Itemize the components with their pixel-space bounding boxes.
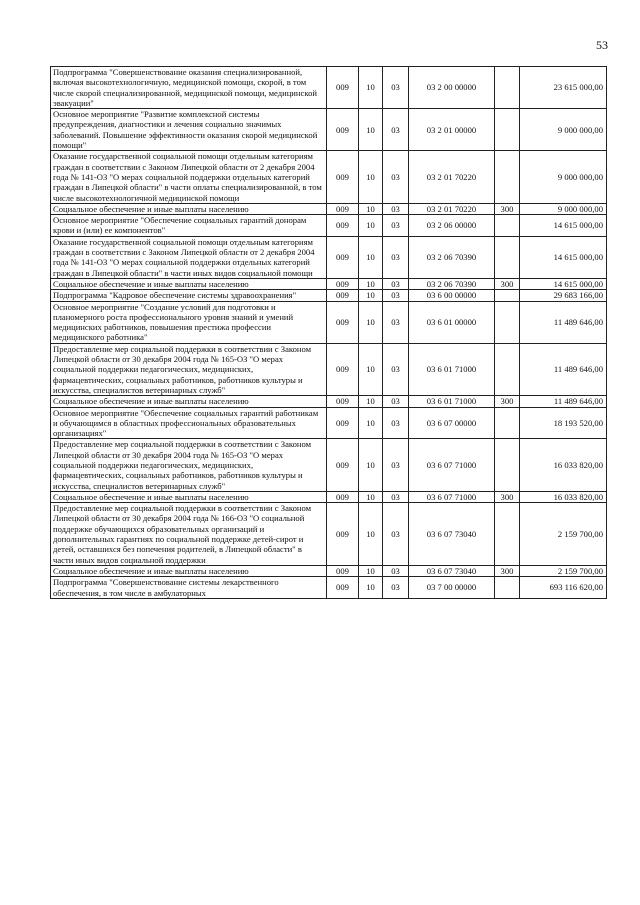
cell-ministry: 009 (327, 565, 359, 576)
cell-subsection: 03 (383, 236, 409, 278)
cell-name: Основное мероприятие "Обеспечение социальных гарантий донорам крови и (или) ее компонентов" (51, 215, 327, 237)
cell-expense-type: 300 (495, 203, 520, 214)
cell-name: Социальное обеспечение и иные выплаты населению (51, 396, 327, 407)
cell-target-article: 03 6 07 71000 (409, 491, 495, 502)
cell-ministry: 009 (327, 109, 359, 151)
cell-expense-type: 300 (495, 491, 520, 502)
cell-subsection: 03 (383, 503, 409, 566)
cell-expense-type: 300 (495, 278, 520, 289)
cell-amount: 16 033 820,00 (520, 491, 607, 502)
table-row (51, 301, 607, 343)
cell-expense-type (495, 577, 520, 599)
cell-subsection: 03 (383, 215, 409, 237)
cell-ministry: 009 (327, 67, 359, 109)
cell-subsection: 03 (383, 439, 409, 491)
cell-expense-type (495, 407, 520, 439)
cell-target-article: 03 2 01 00000 (409, 109, 495, 151)
cell-target-article: 03 6 01 71000 (409, 396, 495, 407)
cell-section: 10 (359, 491, 383, 502)
cell-target-article: 03 6 07 71000 (409, 439, 495, 491)
cell-section: 10 (359, 290, 383, 301)
cell-section: 10 (359, 151, 383, 203)
table-row (51, 503, 607, 566)
cell-target-article: 03 6 07 00000 (409, 407, 495, 439)
cell-expense-type (495, 290, 520, 301)
cell-amount: 23 615 000,00 (520, 67, 607, 109)
cell-ministry: 009 (327, 439, 359, 491)
table-row (51, 343, 607, 395)
cell-amount: 693 116 620,00 (520, 577, 607, 599)
table-row (51, 439, 607, 491)
cell-subsection: 03 (383, 151, 409, 203)
cell-target-article: 03 2 06 00000 (409, 215, 495, 237)
table-row (51, 407, 607, 439)
cell-section: 10 (359, 565, 383, 576)
cell-ministry: 009 (327, 343, 359, 395)
cell-subsection: 03 (383, 67, 409, 109)
cell-section: 10 (359, 109, 383, 151)
cell-target-article: 03 2 01 70220 (409, 151, 495, 203)
cell-expense-type (495, 301, 520, 343)
cell-name: Оказание государственной социальной помощи отдельным категориям граждан в соответствии с Законом Липецкой области от 2 декабря 2004 года № 141-ОЗ "О мерах социальной поддержки отдельных категорий граждан в Липецкой области" в части иных видов социальной помощи (51, 236, 327, 278)
table-row (51, 236, 607, 278)
cell-name: Основное мероприятие "Развитие комплексной системы предупреждения, диагностики и лечения социально значимых заболеваний. Повышение эффективности оказания скорой медицинской помощи" (51, 109, 327, 151)
cell-expense-type (495, 439, 520, 491)
cell-section: 10 (359, 439, 383, 491)
cell-ministry: 009 (327, 407, 359, 439)
cell-name: Социальное обеспечение и иные выплаты населению (51, 491, 327, 502)
table-row (51, 491, 607, 502)
cell-subsection: 03 (383, 491, 409, 502)
cell-section: 10 (359, 203, 383, 214)
cell-target-article: 03 2 06 70390 (409, 278, 495, 289)
page-bottom-margin (0, 860, 640, 905)
cell-subsection: 03 (383, 301, 409, 343)
cell-name: Социальное обеспечение и иные выплаты населению (51, 203, 327, 214)
cell-target-article: 03 6 07 73040 (409, 565, 495, 576)
cell-subsection: 03 (383, 396, 409, 407)
cell-section: 10 (359, 67, 383, 109)
cell-subsection: 03 (383, 565, 409, 576)
cell-ministry: 009 (327, 577, 359, 599)
cell-ministry: 009 (327, 301, 359, 343)
cell-name: Подпрограмма "Совершенствование оказания специализированной, включая высокотехнологичную, медицинской помощи, скорой, в том числе скорой специализированной, медицинской помощи, медицинской эвакуации" (51, 67, 327, 109)
cell-ministry: 009 (327, 290, 359, 301)
cell-section: 10 (359, 396, 383, 407)
cell-target-article: 03 6 01 00000 (409, 301, 495, 343)
cell-amount: 11 489 646,00 (520, 343, 607, 395)
cell-subsection: 03 (383, 109, 409, 151)
page-number: 53 (596, 38, 608, 52)
cell-target-article: 03 2 00 00000 (409, 67, 495, 109)
cell-expense-type (495, 109, 520, 151)
cell-section: 10 (359, 503, 383, 566)
cell-subsection: 03 (383, 577, 409, 599)
cell-ministry: 009 (327, 491, 359, 502)
budget-table (50, 66, 607, 599)
cell-amount: 9 000 000,00 (520, 203, 607, 214)
cell-name: Социальное обеспечение и иные выплаты населению (51, 565, 327, 576)
cell-subsection: 03 (383, 278, 409, 289)
table-row (51, 577, 607, 599)
cell-target-article: 03 6 07 73040 (409, 503, 495, 566)
cell-amount: 18 193 520,00 (520, 407, 607, 439)
table-row (51, 67, 607, 109)
cell-target-article: 03 6 01 71000 (409, 343, 495, 395)
cell-ministry: 009 (327, 503, 359, 566)
cell-expense-type (495, 236, 520, 278)
cell-name: Подпрограмма "Кадровое обеспечение системы здравоохранения" (51, 290, 327, 301)
cell-amount: 29 683 166,00 (520, 290, 607, 301)
table-body (51, 67, 607, 599)
cell-section: 10 (359, 577, 383, 599)
cell-target-article: 03 2 06 70390 (409, 236, 495, 278)
table-row (51, 203, 607, 214)
cell-amount: 14 615 000,00 (520, 215, 607, 237)
cell-amount: 16 033 820,00 (520, 439, 607, 491)
cell-expense-type: 300 (495, 396, 520, 407)
cell-name: Подпрограмма "Совершенствование системы лекарственного обеспечения, в том числе в амбулаторных (51, 577, 327, 599)
cell-section: 10 (359, 301, 383, 343)
cell-ministry: 009 (327, 203, 359, 214)
cell-section: 10 (359, 343, 383, 395)
table-row (51, 109, 607, 151)
cell-amount: 14 615 000,00 (520, 278, 607, 289)
cell-section: 10 (359, 278, 383, 289)
cell-name: Предоставление мер социальной поддержки в соответствии с Законом Липецкой области от 30 декабря 2004 года № 165-ОЗ "О мерах социальной поддержки педагогических, медицинских, фармацевтических, социальных работников, работников культуры и искусства, специалистов ветеринарных служб" (51, 343, 327, 395)
cell-name: Предоставление мер социальной поддержки в соответствии с Законом Липецкой области от 30 декабря 2004 года № 165-ОЗ "О мерах социальной поддержки педагогических, медицинских, фармацевтических, социальных работников, работников культуры и искусства, специалистов ветеринарных служб" (51, 439, 327, 491)
cell-ministry: 009 (327, 396, 359, 407)
cell-name: Предоставление мер социальной поддержки в соответствии с Законом Липецкой области от 30 декабря 2004 года № 166-ОЗ "О социальной поддержке обучающихся образовательных организаций и дополнительных гарантиях по социальной поддержке детей-сирот и детей, оставшихся без попечения родителей, в Липецкой области" в части иных видов социальной поддержки (51, 503, 327, 566)
cell-expense-type (495, 67, 520, 109)
cell-ministry: 009 (327, 278, 359, 289)
cell-amount: 11 489 646,00 (520, 396, 607, 407)
cell-subsection: 03 (383, 407, 409, 439)
cell-expense-type (495, 503, 520, 566)
cell-name: Оказание государственной социальной помощи отдельным категориям граждан в соответствии с Законом Липецкой области от 2 декабря 2004 года № 141-ОЗ "О мерах социальной поддержки отдельных категорий граждан в Липецкой области" в части оплаты специализированной, в том числе высокотехнологичной медицинской помощи (51, 151, 327, 203)
cell-subsection: 03 (383, 290, 409, 301)
cell-subsection: 03 (383, 343, 409, 395)
cell-amount: 2 159 700,00 (520, 503, 607, 566)
cell-name: Социальное обеспечение и иные выплаты населению (51, 278, 327, 289)
cell-name: Основное мероприятие "Обеспечение социальных гарантий работникам и обучающимся в областных профессиональных образовательных организациях" (51, 407, 327, 439)
table-row (51, 151, 607, 203)
cell-expense-type (495, 215, 520, 237)
table-row (51, 278, 607, 289)
table-row (51, 565, 607, 576)
cell-section: 10 (359, 407, 383, 439)
cell-expense-type (495, 151, 520, 203)
cell-amount: 9 000 000,00 (520, 109, 607, 151)
cell-ministry: 009 (327, 236, 359, 278)
table-row (51, 215, 607, 237)
cell-target-article: 03 7 00 00000 (409, 577, 495, 599)
cell-amount: 2 159 700,00 (520, 565, 607, 576)
table-row (51, 290, 607, 301)
cell-subsection: 03 (383, 203, 409, 214)
cell-expense-type: 300 (495, 565, 520, 576)
cell-ministry: 009 (327, 151, 359, 203)
cell-target-article: 03 2 01 70220 (409, 203, 495, 214)
cell-section: 10 (359, 236, 383, 278)
cell-section: 10 (359, 215, 383, 237)
cell-amount: 11 489 646,00 (520, 301, 607, 343)
cell-ministry: 009 (327, 215, 359, 237)
cell-target-article: 03 6 00 00000 (409, 290, 495, 301)
table-row (51, 396, 607, 407)
cell-name: Основное мероприятие "Создание условий для подготовки и планомерного роста профессионального уровня знаний и умений медицинских работников, повышения престижа профессии медицинского работника" (51, 301, 327, 343)
cell-expense-type (495, 343, 520, 395)
cell-amount: 14 615 000,00 (520, 236, 607, 278)
cell-amount: 9 000 000,00 (520, 151, 607, 203)
